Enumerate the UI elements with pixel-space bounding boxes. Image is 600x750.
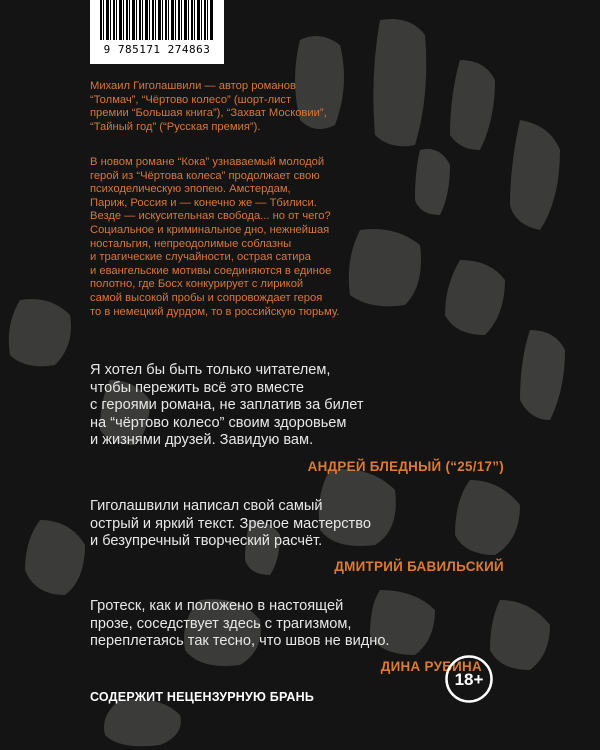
review-line: острый и яркий текст. Зрелое мастерство [90,515,371,532]
age-rating-label: 18+ [454,670,484,689]
summary-line: В новом романе “Кока” узнаваемый молодой [90,156,325,168]
summary-line: полотно, где Босх конкурирует с лирикой [90,278,304,291]
review-line: переплетаясь так тесно, что швов не видно. [90,633,390,650]
isbn-barcode [90,0,224,64]
summary-line: Социальное и криминальное дно, нежнейшая [90,223,330,236]
author-bio [90,80,327,134]
author-bio-line: “Тайный год” (“Русская премия”). [90,120,261,133]
review-2-quote [90,498,371,551]
barcode-bars [100,0,214,40]
author-bio-line: премии “Большая книга”), “Захват Московии”, [90,107,327,120]
summary-line: психоделическую эпопею. Амстердам, [90,183,291,196]
review-line: с героями романа, не заплатив за билет [90,397,364,414]
summary-line: Париж, Россия и — конечно же — Тбилиси. [90,196,317,209]
summary-line: самой высокой пробы и сопровождает героя [90,291,323,304]
profanity-warning: СОДЕРЖИТ НЕЦЕНЗУРНУЮ БРАНЬ [90,690,315,704]
review-1-quote [90,362,364,450]
author-bio-line: Михаил Гиголашвили — автор романов [90,80,296,92]
review-line: и жизнями друзей. Завидую вам. [90,432,314,449]
age-rating-badge [444,654,494,704]
review-line: Я хотел бы быть только читателем, [90,362,331,378]
summary-line: и евангельские мотивы соединяются в единое [90,264,332,277]
review-line: прозе, соседствует здесь с трагизмом, [90,615,352,632]
review-line: чтобы пережить всё это вместе [90,379,305,396]
review-line: Гротеск, как и положено в настоящей [90,598,344,614]
review-line: Гиголашвили написал свой самый [90,498,323,514]
isbn-number: 9 785171 274863 [103,43,211,56]
author-bio-line: “Толмач”, “Чёртово колесо” (шорт-лист [90,93,292,106]
review-3-author: ДИНА РУБИНА [380,659,482,674]
review-2-author: ДМИТРИЙ БАВИЛЬСКИЙ [334,559,504,574]
summary-line: ностальгия, непреодолимые соблазны [90,237,292,250]
summary-line: Везде — искусительная свобода... но от чего? [90,210,331,223]
summary-line: и трагические случайности, острая сатира [90,251,311,264]
summary-line: герой из “Чёртова колеса” продолжает свою [90,169,320,182]
review-1-author: АНДРЕЙ БЛЕДНЫЙ (“25/17”) [307,459,504,474]
review-line: на “чёртово колесо” своим здоровьем [90,414,347,431]
summary-line: то в немецкий дурдом, то в российскую тюрьму. [90,305,340,318]
book-summary [90,156,339,319]
review-3-quote [90,598,390,651]
review-line: и безупречный творческий расчёт. [90,533,323,550]
